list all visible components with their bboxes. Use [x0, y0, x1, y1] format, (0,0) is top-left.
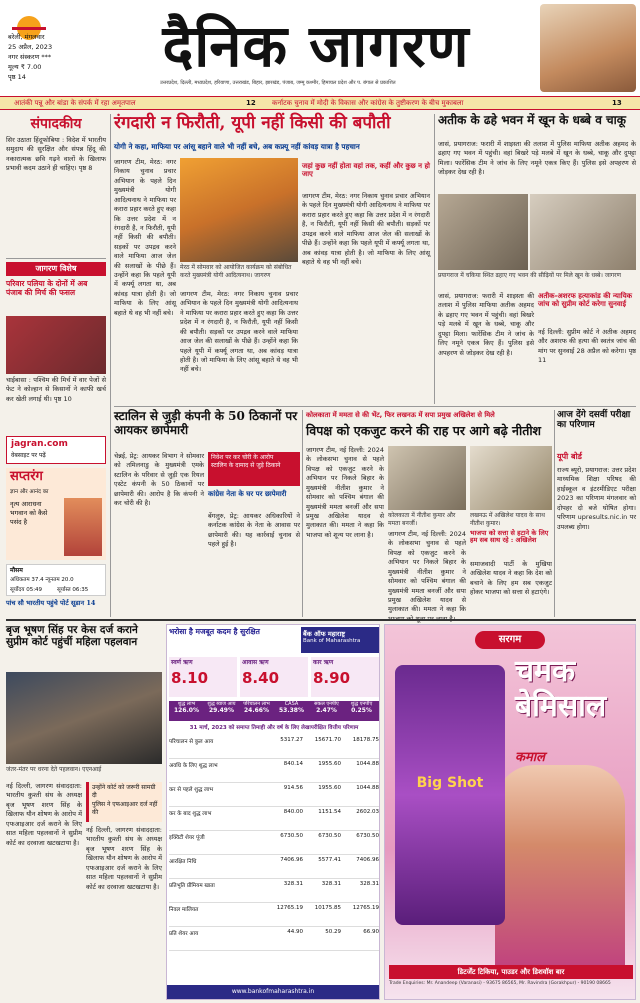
hr-2: [6, 619, 636, 621]
bank-ad[interactable]: [166, 624, 380, 1000]
loan-home[interactable]: [240, 657, 308, 697]
table-cell: 914.56: [283, 785, 303, 791]
stalin-body: चेन्नई, प्रेट्र: आयकर विभाग ने सोमवार को तमिलनाडु के मुख्यमंत्री एमके स्टालिन के परिवार से जुड़ी एक रियल एस्टेट कंपनी के 50 ठिकानों पर छापेमारी की। आरोप है कि कंपनी ने कर चोरी की है।: [114, 452, 204, 508]
cbi-headline: कांग्रेस नेता के घर पर छापेमारी: [208, 489, 287, 498]
metric-value: 126.0%: [174, 707, 199, 714]
lead-photo-caption: मेरठ में सोमवार को आयोजित कार्यक्रम को संबोधित करते मुख्यमंत्री योगी आदित्यनाथ। जागरण: [180, 264, 292, 279]
opposition-body-2: जागरण टीम, नई दिल्ली: 2024 के लोकसभा चुनाव से पहले विपक्ष को एकजुट करने के अभियान पर निकले बिहार के मुख्यमंत्री नीतीश कुमार ने सोमवार को पश्चिम बंगाल की मुख्यमंत्री ममता बनर्जी और सपा प्रमुख अखिलेश यादव से मुलाकात की। ममता ने कहा कि: [388, 530, 466, 614]
table-cell: 1955.60: [318, 785, 341, 791]
saptrang-photo: [64, 498, 102, 556]
board-body: राज्य ब्यूरो, प्रयागराज: उत्तर प्रदेश माध्यमिक शिक्षा परिषद की हाईस्कूल व इंटरमीडिएट परीक्षा 2023 का परिणाम मंगलवार को दोपहर दो बजे घोषित होगा। परिणाम upresults.nic.in पर उपलब्ध होगा।: [557, 466, 636, 531]
website-sub: वेबसाइट पर पढ़ें: [11, 452, 46, 459]
loan-car-rate: 8.90: [313, 669, 351, 687]
divider: [6, 258, 106, 259]
wrestlers-story: [6, 624, 162, 1000]
table-cell: 2602.03: [356, 809, 379, 815]
leader-photo: [540, 4, 636, 92]
table-cell: 6730.50: [318, 833, 341, 839]
table-cell: 840.14: [283, 761, 303, 767]
metric-label: सकल एनपीए: [314, 701, 339, 707]
board-divider: [554, 410, 555, 617]
loan-car-label: कार ऋण: [313, 659, 334, 666]
table-cell: 5317.27: [280, 737, 303, 743]
table-cell: इक्विटी शेयर पूंजी: [169, 835, 205, 841]
table-cell: 7406.96: [356, 857, 379, 863]
board-headline[interactable]: आज देंगे दसवीं परीक्षा का परिणाम: [557, 410, 631, 431]
loan-gold-rate: 8.10: [171, 669, 209, 687]
jagran-special-title: परिवार पलिया के दोनों में अब पंजाब की मिर्च की फसल: [6, 279, 88, 297]
table-row: [169, 737, 379, 759]
bank-name-en: Bank of Maharashtra: [303, 638, 361, 644]
table-row: [169, 881, 379, 903]
ticker-left-page: 12: [246, 99, 256, 107]
opposition-photo1-caption: कोलकाता में नीतीश कुमार और ममता बनर्जी।: [388, 512, 456, 527]
opposition-photo1: [388, 446, 466, 510]
table-row: [169, 809, 379, 831]
metric-value: 29.49%: [209, 707, 234, 714]
table-cell: 328.31: [283, 881, 303, 887]
wrestlers-body-2: नई दिल्ली, जागरण संवाददाता: भारतीय कुश्ती संघ के अध्यक्ष बृज भूषण शरण सिंह के खिलाफ यौन शोषण के आरोप में एफआइआर दर्ज कराने के लिए सात महिला पहलवानों ने सुप्रीम कोर्ट का दरवाजा खटखटाया है।: [86, 826, 162, 891]
lead-story: [114, 114, 432, 404]
results-table: [169, 737, 379, 981]
hr-1: [114, 406, 636, 407]
sunset: सूर्यास्त 06:35: [57, 587, 89, 593]
stalin-divider: [302, 410, 303, 617]
metric-label: शुद्ध एनपीए: [350, 701, 373, 707]
cbi-text: बेंगलुरु, प्रेट्र: आयकर अधिकारियों ने कर्नाटक कांग्रेस के नेता के आवास पर छापेमारी की। यह कार्रवाई चुनाव से पहले हुई है।: [208, 512, 300, 549]
wrestlers-box-line1: उन्होंने कोर्ट को जरूरी सामग्री दी: [92, 784, 156, 800]
editorial-heading: संपादकीय: [30, 116, 82, 132]
sargam-headline: चमक बेमिसाल: [515, 654, 607, 724]
opposition-story: [306, 410, 552, 617]
wrestlers-box: [86, 782, 162, 822]
atiq-body-2: जासं, प्रयागराज: फरारी में शाइस्ता की तलाश में पुलिस माफिया अतीक अहमद के ढहाए गए भवन में पहुंची। वहां बिखरे पड़े मलबे में खून के धब्बे, चाकू और दुपट्टा मिला। फारेंसिक टीम ने जांच के लिए नमूने एकत्र किए हैं। पुलिस इसे अपहरण से जोड़कर देख रही है।: [438, 292, 534, 357]
table-cell: 5577.41: [318, 857, 341, 863]
table-cell: 10175.85: [314, 905, 341, 911]
edition-line3: नगर संस्करण ***: [8, 53, 52, 62]
sidebar: [6, 114, 106, 617]
sargam-pack: [395, 665, 505, 925]
wrestlers-photo-caption: जंतर-मंतर पर धरना देते पहलवान। एएनआई: [6, 766, 102, 773]
table-cell: 6730.50: [356, 833, 379, 839]
bank-name: बैंक ऑफ महाराष्ट्र: [303, 630, 346, 638]
wrestlers-box-line2: पुलिस ने एफआइआर दर्ज नहीं की: [92, 800, 158, 817]
loan-rates: [169, 657, 379, 697]
atiq-photo-2: [530, 194, 636, 270]
loan-gold[interactable]: [169, 657, 237, 697]
table-cell: प्रतिभूति प्रीमियम खाता: [169, 883, 215, 889]
edition-date: [8, 32, 78, 92]
website[interactable]: jagran.com: [11, 439, 68, 449]
jagran-special-photo: [6, 316, 106, 374]
saptrang-sub: ज्ञान और आनंद का: [10, 489, 49, 495]
stalin-story: [114, 410, 300, 617]
table-cell: 50.29: [325, 929, 341, 935]
table-cell: प्रति शेयर आय: [169, 931, 199, 937]
bottom-teaser[interactable]: [6, 600, 106, 616]
opposition-photo2: [470, 446, 552, 510]
bank-ad-footer[interactable]: www.bankofmaharashtra.in: [167, 985, 379, 999]
price: मूल्य ₹ 7.00: [8, 63, 42, 72]
metric-item: [169, 701, 204, 721]
table-cell: 18178.75: [352, 737, 379, 743]
opposition-side-headline: भाजपा को सत्ता से हटाने के लिए हम सब साथ रहे : अखिलेश: [470, 529, 549, 545]
wrestlers-body: नई दिल्ली, जागरण संवाददाता: भारतीय कुश्ती संघ के अध्यक्ष बृज भूषण शरण सिंह के खिलाफ यौन शोषण के आरोप में एफआइआर दर्ज कराने के लिए सात महिला पहलवानों ने सुप्रीम कोर्ट का दरवाजा खटखटाया है।: [6, 782, 82, 847]
table-cell: 1044.88: [356, 785, 379, 791]
sidebar-divider: [110, 114, 111, 617]
stalin-box-line2: स्टालिन के दामाद से जुड़े ठिकाने: [211, 462, 281, 470]
sargam-tagline: कमाल: [515, 750, 545, 765]
table-row: [169, 857, 379, 879]
editorial-text: सिर उठाता हिंदूफोबिया : विदेश में भारतीय समुदाय की सुरक्षित और संपन्न हिंदू की नकारात्मक छवि गढ़ने वालों के खिलाफ प्रभावी कदम उठाने ही चाहिए। पृष्ठ 8: [6, 136, 106, 173]
weather-text: अधिकतम 37.4 न्यूनतम 20.0: [10, 577, 74, 583]
lead-body-3: जागरण टीम, मेरठ: नगर निकाय चुनाव प्रचार अभियान के पहले दिन मुख्यमंत्री योगी आदित्यनाथ ने माफिया पर करारा प्रहार करते हुए कहा कि उत्तर प्रदेश में न रंगदारी है, न फिरौती, यूपी नहीं किसी की बपौती। सड़कों पर उपद्रव करने वाले माफिया आज जेल की सलाखों के पीछे हैं। उन्होंने कहा कि पहले यूपी में कर्फ्यू लगता था, अब कांवड़ यात्रा होती है। जो माफिया के लिए आंसू बहाते थे वह भी नहीं बचे।: [180, 290, 298, 374]
opposition-side-text: समाजवादी पार्टी के मुखिया अखिलेश यादव ने कहा कि देश को बचाने के लिए हम सब एकजुट होकर भाजपा को सत्ता से हटाएंगे।: [470, 560, 552, 597]
opposition-body: जागरण टीम, नई दिल्ली: 2024 के लोकसभा चुनाव से पहले विपक्ष को एकजुट करने के अभियान पर निकले बिहार के मुख्यमंत्री नीतीश कुमार ने सोमवार को पश्चिम बंगाल की मुख्यमंत्री ममता बनर्जी और सपा प्रमुख अखिलेश यादव से मुलाकात की। ममता ने कहा कि भाजपा को शून्य पर लाना है।: [306, 446, 384, 539]
pages: पृष्ठ 14: [8, 73, 26, 82]
table-cell: 840.00: [283, 809, 303, 815]
loan-home-label: आवास ऋण: [242, 659, 269, 666]
loan-gold-label: स्वर्ण ऋण: [171, 659, 193, 666]
metric-item: [344, 701, 379, 721]
table-cell: अवधि के लिए शुद्ध लाभ: [169, 763, 218, 769]
table-cell: 44.90: [287, 929, 303, 935]
opposition-photo2-caption: लखनऊ में अखिलेश यादव के साथ नीतीश कुमार।: [470, 512, 545, 527]
table-cell: 12765.19: [276, 905, 303, 911]
atiq-story: [438, 114, 636, 404]
results-title: 31 मार्च, 2023 को समाप्त तिमाही और वर्ष के लिए लेखापरीक्षित वित्तीय परिणाम: [189, 725, 359, 731]
atiq-body: जासं, प्रयागराज: फरारी में शाइस्ता की तलाश में पुलिस माफिया अतीक अहमद के ढहाए गए भवन में पहुंची। वहां बिखरे पड़े मलबे में खून के धब्बे, चाकू और दुपट्टा मिला। फारेंसिक टीम ने जांच के लिए नमूने एकत्र किए हैं। पुलिस इसे अपहरण से जोड़कर देख रही है।: [438, 140, 636, 177]
table-cell: कर से पहले शुद्ध लाभ: [169, 787, 214, 793]
loan-car[interactable]: [311, 657, 379, 697]
board-story: [557, 410, 636, 617]
ticker-left[interactable]: आतंकी पन्नू और बांडा के संपर्क में रहा अमृतपाल: [14, 99, 136, 107]
metric-value: 0.25%: [351, 707, 372, 714]
table-cell: कर के बाद शुद्ध लाभ: [169, 811, 212, 817]
table-cell: 12765.19: [352, 905, 379, 911]
table-cell: आरक्षित निधि: [169, 859, 197, 865]
metric-item: [239, 701, 274, 721]
jagran-special-heading: जागरण विशेष: [6, 262, 106, 276]
atiq-side-headline: अतीक-अशरफ हत्याकांड की न्यायिक जांच को सुप्रीम कोर्ट करेगा सुनवाई: [538, 291, 633, 309]
masthead: [0, 0, 640, 96]
ticker-right[interactable]: कर्नाटक चुनाव में मोदी के विकास और कांग्रेस के तुष्टीकरण के बीच मुकाबला: [272, 99, 464, 107]
atiq-photo-caption: प्रयागराज में चकिया स्थित ढहाए गए भवन की सीढ़ियों पर मिले खून के धब्बे। जागरण: [438, 272, 621, 279]
jagran-logo-icon: [12, 8, 46, 30]
sunrise: सूर्योदय 05:49: [10, 587, 43, 593]
metric-label: शुद्ध ब्याज आय: [207, 701, 236, 707]
metric-item: [204, 701, 239, 721]
edition-line1: बरेली, मंगलवार: [8, 33, 45, 41]
website-box[interactable]: [6, 436, 106, 464]
bank-logo: [301, 627, 379, 653]
lead-body: जागरण टीम, मेरठ: नगर निकाय चुनाव प्रचार अभियान के पहले दिन मुख्यमंत्री योगी आदित्यनाथ ने माफिया पर करारा प्रहार करते हुए कहा कि उत्तर प्रदेश में न रंगदारी है, न फिरौती, यूपी नहीं किसी की बपौती। सड़कों पर उपद्रव करने वाले माफिया आज जेल की सलाखों के पीछे हैं। उन्होंने कहा कि पहले यूपी में कर्फ्यू लगता था, अब कांवड़ यात्रा होती है। जो माफिया के लिए आंसू बहाते थे वह भी नहीं बचे।: [114, 158, 176, 317]
saptrang-title: सप्तरंग: [10, 469, 43, 484]
wrestlers-headline[interactable]: बृज भूषण सिंह पर केस दर्ज कराने सुप्रीम कोर्ट पहुंचीं महिला पहलवान: [6, 624, 138, 649]
table-row: [169, 905, 379, 927]
metric-item: [274, 701, 309, 721]
wrestlers-photo: [6, 672, 162, 764]
lead-divider: [434, 114, 435, 404]
lead-headline[interactable]: रंगदारी न फिरौती, यूपी नहीं किसी की बपौती: [114, 113, 391, 133]
sargam-footer: डिटर्जेंट टिकिया, पाउडर और डिशवॉश बार: [389, 965, 633, 979]
table-cell: 328.31: [321, 881, 341, 887]
sargam-brand: सरगम: [475, 631, 545, 649]
table-cell: 66.90: [363, 929, 379, 935]
weather-heading: मौसम: [10, 567, 23, 574]
metric-label: CASA: [284, 701, 299, 707]
table-row: [169, 929, 379, 951]
metric-value: 53.38%: [279, 707, 304, 714]
weather-box: [6, 564, 106, 596]
lead-subheadline: योगी ने कहा, माफिया पर आंसू बहाने वाले भी नहीं बचे, अब कफ्र्यू नहीं कांवड़ यात्रा है पहचान: [114, 142, 360, 151]
table-cell: 1044.88: [356, 761, 379, 767]
bank-metrics: [169, 701, 379, 721]
ticker-bar: [0, 96, 640, 110]
table-row: [169, 833, 379, 855]
saptrang-box[interactable]: [6, 468, 106, 560]
table-cell: 7406.96: [280, 857, 303, 863]
sargam-product: Big Shot: [416, 775, 484, 791]
opposition-headline[interactable]: विपक्ष को एकजुट करने की राह पर आगे बढ़े नीतीश: [306, 423, 542, 438]
stalin-headline[interactable]: स्टालिन से जुड़ी कंपनी के 50 ठिकानों पर आयकर छापेमारी: [114, 409, 298, 437]
table-row: [169, 761, 379, 783]
opposition-kicker: कोलकाता में ममता से की भेंट, फिर लखनऊ में सपा प्रमुख अखिलेश से मिले: [306, 411, 495, 419]
jagran-special-text: चाईबासा : पश्चिम की मिर्च में वार पेजों से फेट ने कोल्हान से किसानों ने काफी खर्च कर खेती लगाई थी। पृष्ठ 10: [6, 376, 106, 403]
saptrang-text: नृत्य आराधना भगवान को कैसे पसंद है: [10, 500, 48, 527]
edition-line2: 25 अप्रैल, 2023: [8, 43, 53, 52]
lead-body-2: जागरण टीम, मेरठ: नगर निकाय चुनाव प्रचार अभियान के पहले दिन मुख्यमंत्री योगी आदित्यनाथ ने माफिया पर करारा प्रहार करते हुए कहा कि उत्तर प्रदेश में न रंगदारी है, न फिरौती, यूपी नहीं किसी की बपौती। सड़कों पर उपद्रव करने वाले माफिया आज जेल की सलाखों के पीछे हैं। उन्होंने कहा कि पहले यूपी में कर्फ्यू लगता था, अब कांवड़ यात्रा होती है। जो माफिया के लिए आंसू बहाते थे वह भी नहीं बचे।: [302, 192, 430, 266]
newspaper-title: दैनिक जागरण: [162, 12, 470, 80]
table-cell: परिचालन से कुल आय: [169, 739, 214, 745]
atiq-side-text: नई दिल्ली: सुप्रीम कोर्ट ने अतीक अहमद और अशरफ की हत्या की स्वतंत्र जांच की मांग पर सुनवाई 28 अप्रैल को करेगा। पृष्ठ 11: [538, 328, 636, 365]
metric-label: शुद्ध लाभ: [177, 701, 196, 707]
ticker-right-page: 13: [612, 99, 622, 107]
board-side-headline: यूपी बोर्ड: [557, 451, 582, 461]
table-cell: 1955.60: [318, 761, 341, 767]
metric-value: 2.47%: [316, 707, 337, 714]
sargam-ad[interactable]: [384, 624, 636, 1000]
table-cell: 6730.50: [280, 833, 303, 839]
loan-home-rate: 8.40: [242, 669, 280, 687]
metric-item: [309, 701, 344, 721]
table-cell: निवल मालियत: [169, 907, 199, 913]
sargam-dealers: Trade Enquiries: Mr. Anandeep (Varanasi) - 93675 86565, Mr. Ravindra (Gorakhpur) - 90190 08665: [389, 981, 611, 986]
sargam-model: [495, 765, 625, 965]
table-row: [169, 785, 379, 807]
states-line: उत्तरप्रदेश, दिल्ली, मध्यप्रदेश, हरियाणा, उत्तराखंड, बिहार, झारखंड, पंजाब, जम्मू कश्मीर, हिमाचल प्रदेश और प. बंगाल से प्रकाशित: [160, 80, 396, 86]
lead-quote: जहां कुछ नहीं होता वहां तक, कहीं और कुछ न हो जाए: [302, 161, 430, 179]
stalin-box: [208, 452, 300, 486]
table-cell: 15671.70: [314, 737, 341, 743]
atiq-headline[interactable]: अतीक के ढहे भवन में खून के धब्बे व चाकू: [438, 113, 626, 127]
metric-value: 24.66%: [244, 707, 269, 714]
table-cell: 1151.54: [318, 809, 341, 815]
lead-photo: [180, 158, 298, 262]
metric-label: परिचालन लाभ: [243, 701, 270, 707]
stalin-box-line1: निवेश पर कर चोरी के आरोप: [211, 454, 274, 461]
bottom-title[interactable]: पांच सौ भारतीय पहुंचे पोर्ट सूडान: [6, 599, 85, 607]
bank-ad-header: भरोसा है मजबूत कदम है सुरक्षित: [169, 627, 260, 636]
table-cell: 328.31: [359, 881, 379, 887]
atiq-photo: [438, 194, 528, 270]
bottom-page: 14: [86, 599, 96, 607]
